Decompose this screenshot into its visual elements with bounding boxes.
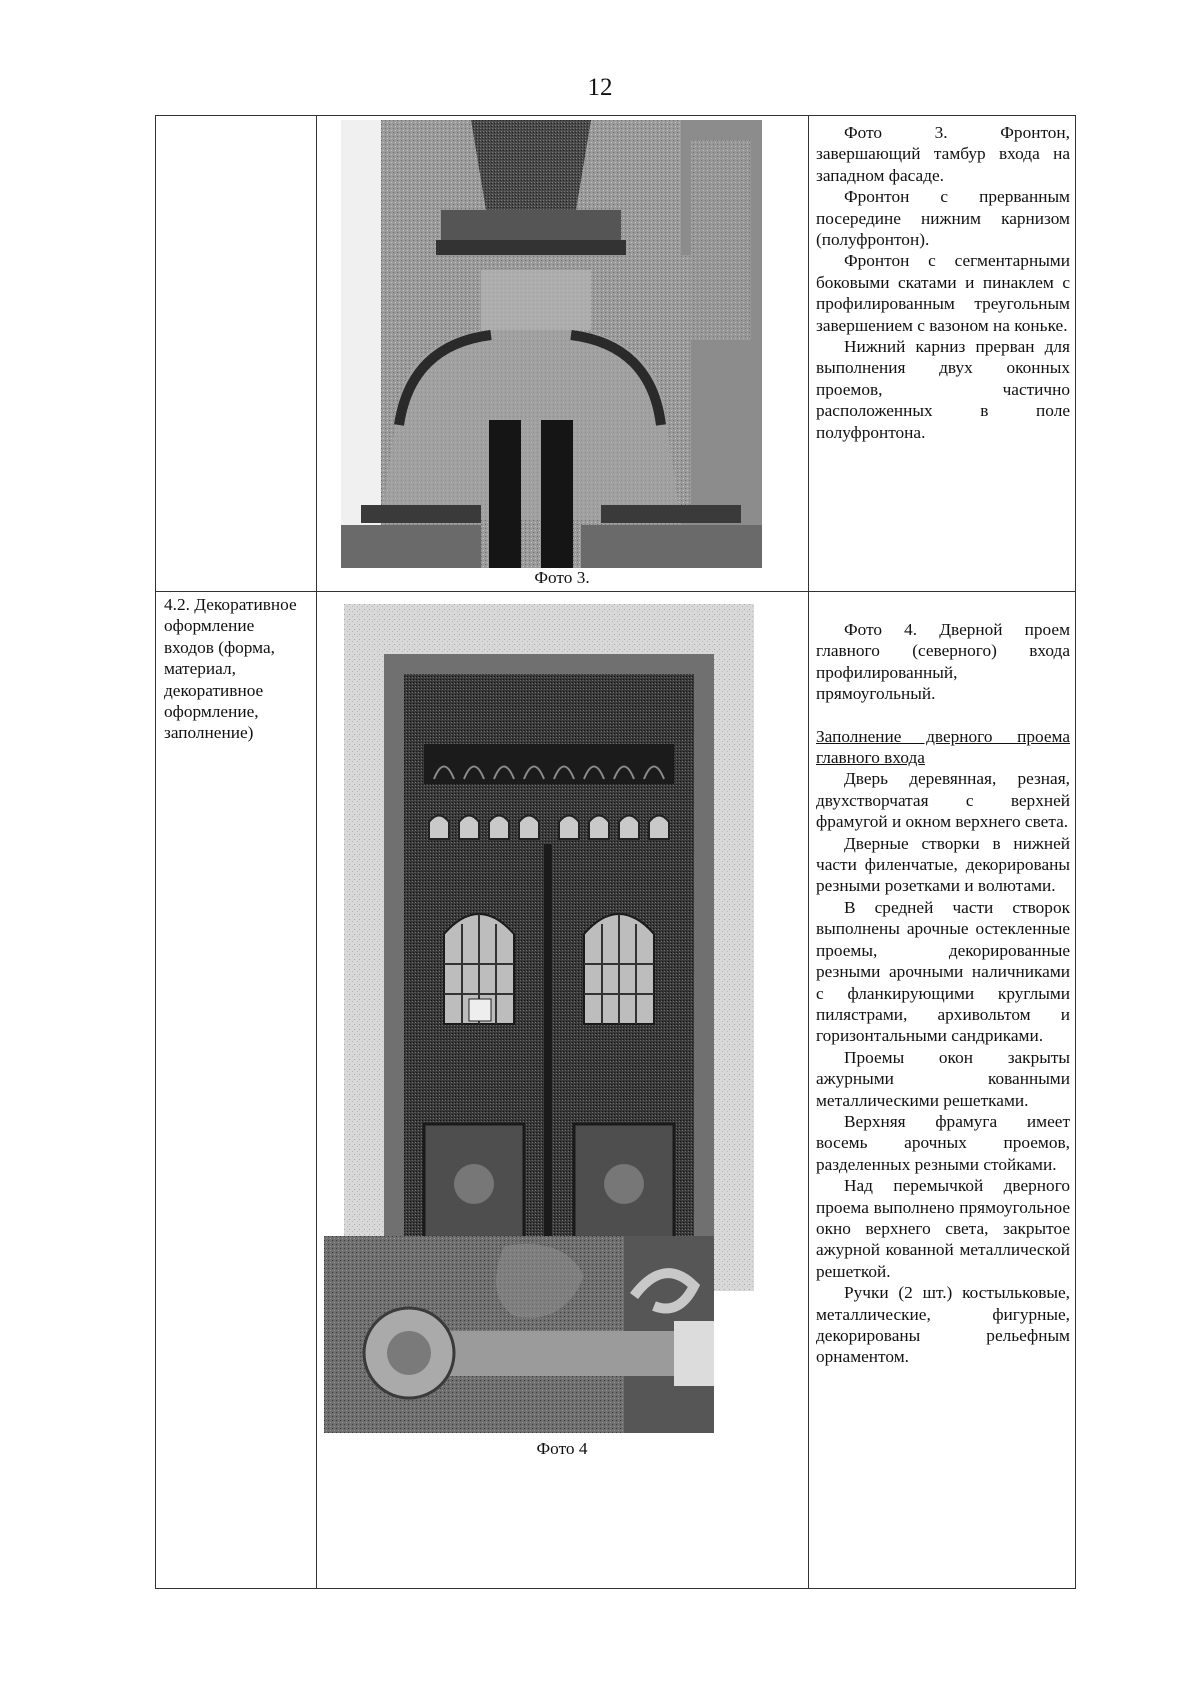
pediment-photo-image xyxy=(341,120,762,568)
description-paragraph: Нижний карниз прерван для выполнения двух оконных проемов, частично расположенных в поле полуфронтона. xyxy=(816,337,1070,442)
fill-heading: Заполнение дверного проема главного входа xyxy=(816,726,1070,768)
description-paragraph: Дверные створки в нижней части филенчатые, декорированы резными розетками и волютами. xyxy=(816,833,1070,896)
page-number: 12 xyxy=(587,74,613,101)
section-label: 4.2. Декоративное оформление входов (форма, материал, декоративное оформление, заполнение) xyxy=(164,595,297,743)
description-paragraph: В средней части створок выполнены арочные остекленные проемы, декорированные резными арочными наличниками с фланкирующими круглыми пилястрами, архивольтом и горизонтальными сандриками. xyxy=(816,897,1070,1046)
photo-3-caption: Фото 3. xyxy=(534,568,590,587)
description-paragraph: Ручки (2 шт.) костыльковые, металлические, фигурные, декорированы рельефным орнаментом. xyxy=(816,1283,1070,1367)
door-photo-image xyxy=(344,604,754,1291)
photo-4-handle xyxy=(324,1236,714,1433)
column-divider xyxy=(316,116,317,1588)
description-paragraph: Фото 3. Фронтон, завершающий тамбур входа на западном фасаде. xyxy=(816,123,1070,185)
document-table xyxy=(155,115,1076,1589)
description-paragraph: Фронтон с сегментарными боковыми скатами и пинаклем с профилированным треугольным завершением с вазоном на коньке. xyxy=(816,251,1070,335)
description-intro: Фото 4. Дверной проем главного (северного) входа профилированный, прямоугольный. xyxy=(816,620,1070,704)
description-paragraph: Фронтон с прерванным посередине нижним карнизом (полуфронтон). xyxy=(816,187,1070,250)
description-paragraph: Верхняя фрамуга имеет восемь арочных проемов, разделенных резными стойками. xyxy=(816,1111,1070,1174)
photo-4-caption: Фото 4 xyxy=(536,1439,588,1458)
photo-4-door xyxy=(344,604,754,1291)
column-divider xyxy=(808,116,809,1588)
row-divider xyxy=(156,591,1075,592)
description-paragraph: Дверь деревянная, резная, двухстворчатая с верхней фрамугой и окном верхнего света. xyxy=(816,769,1070,832)
photo-3-description xyxy=(816,122,1070,443)
photo-4-description xyxy=(816,619,1070,1368)
handle-photo-image xyxy=(324,1236,714,1433)
description-paragraph: Проемы окон закрыты ажурными кованными металлическими решетками. xyxy=(816,1047,1070,1110)
description-paragraph: Над перемычкой дверного проема выполнено прямоугольное окно верхнего света, закрытое ажурной кованной металлической решеткой. xyxy=(816,1176,1070,1281)
photo-3-pediment xyxy=(341,120,762,568)
